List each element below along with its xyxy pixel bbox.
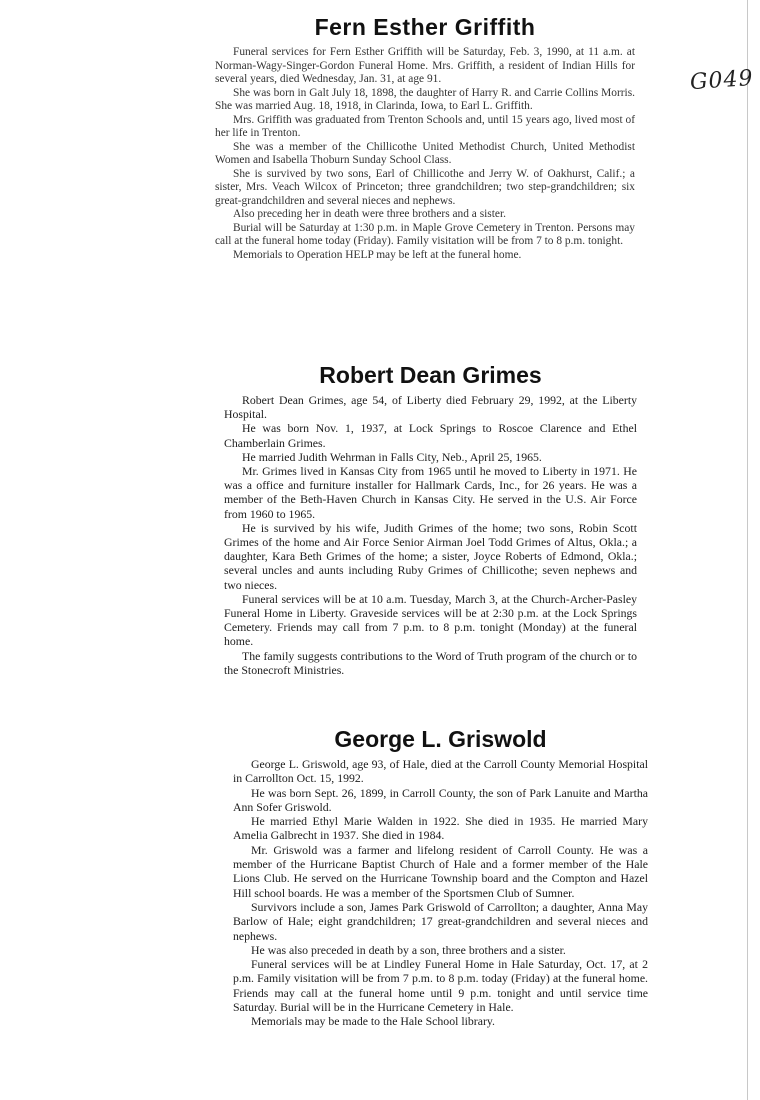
obituary-paragraph: Mr. Grimes lived in Kansas City from 1965 until he moved to Liberty in 1971. He was a office and furniture installer for Hallmark Cards, Inc., for 26 years. He was a member of the Beth-Haven Church in Kansas City. He served in the U.S. Air Force from 1960 to 1965.: [224, 464, 637, 521]
obituary-paragraph: He married Ethyl Marie Walden in 1922. She died in 1935. He married Mary Amelia Galbrecht in 1937. She died in 1984.: [233, 814, 648, 843]
obituary-paragraph: She is survived by two sons, Earl of Chillicothe and Jerry W. of Oakhurst, Calif.; a sister, Mrs. Veach Wilcox of Princeton; three grandchildren; two step-grandchildren; six great-grandchildren and several nieces and nephews.: [215, 167, 635, 207]
obituary-paragraph: George L. Griswold, age 93, of Hale, died at the Carroll County Memorial Hospital in Carrollton Oct. 15, 1992.: [233, 757, 648, 786]
obituary-paragraph: The family suggests contributions to the Word of Truth program of the church or to the Stonecroft Ministries.: [224, 648, 637, 677]
obituary-george-l-griswold: [233, 726, 648, 1029]
obituary-paragraph: He was born Sept. 26, 1899, in Carroll County, the son of Park Lanuite and Martha Ann Sofer Griswold.: [233, 785, 648, 814]
page-edge-line: [747, 0, 748, 1100]
obituary-paragraph: Mr. Griswold was a farmer and lifelong resident of Carroll County. He was a member of the Hurricane Baptist Church of Hale and a former member of the Hale Lions Club. He served on the Hurricane Township board and the Compton and Hazel Hill school boards. He was a member of the Sportsmen Club of Sumner.: [233, 842, 648, 900]
obituary-paragraph: She was born in Galt July 18, 1898, the daughter of Harry R. and Carrie Collins Morris. She was married Aug. 18, 1918, in Clarinda, Iowa, to Earl L. Griffith.: [215, 86, 635, 112]
obituary-paragraph: Survivors include a son, James Park Griswold of Carrollton; a daughter, Anna May Barlow of Hale; eight grandchildren; 17 great-grandchildren and several nieces and nephews.: [233, 899, 648, 943]
obituary-fern-esther-griffith: [215, 14, 635, 262]
obituary-paragraph: Mrs. Griffith was graduated from Trenton Schools and, until 15 years ago, lived most of her life in Trenton.: [215, 113, 635, 139]
obituary-paragraph: He married Judith Wehrman in Falls City, Neb., April 25, 1965.: [242, 449, 542, 464]
obituary-paragraph: He was born Nov. 1, 1937, at Lock Springs to Roscoe Clarence and Ethel Chamberlain Grimes.: [224, 421, 637, 450]
obituary-paragraph: Memorials may be made to the Hale School library.: [251, 1014, 495, 1029]
obituary-paragraph: Robert Dean Grimes, age 54, of Liberty died February 29, 1992, at the Liberty Hospital.: [224, 393, 637, 422]
obituary-paragraph: He is survived by his wife, Judith Grimes of the home; two sons, Robin Scott Grimes of the home and Air Force Senior Airman Joel Todd Grimes of Altus, Okla.; a daughter, Kara Beth Grimes of the home; a sister, Joyce Roberts of Edmond, Okla.; several uncles and aunts including Ruby Grimes of Chillicothe; seven nephews and two nieces.: [224, 520, 637, 592]
obituary-title: George L. Griswold: [334, 726, 547, 752]
handwritten-file-code: G049: [689, 65, 755, 96]
obituary-paragraph: Burial will be Saturday at 1:30 p.m. in Maple Grove Cemetery in Trenton. Persons may call at the funeral home today (Friday). Family visitation will be from 7 to 8 p.m. tonight.: [215, 221, 635, 247]
obituary-title: Fern Esther Griffith: [314, 14, 536, 40]
obituary-paragraph: Memorials to Operation HELP may be left at the funeral home.: [233, 248, 522, 261]
obituary-paragraph: Also preceding her in death were three brothers and a sister.: [233, 208, 506, 220]
obituary-paragraph: Funeral services will be at Lindley Funeral Home in Hale Saturday, Oct. 17, at 2 p.m. Family visitation will be from 7 p.m. to 8 p.m. today (Friday) at the funeral home. Friends may call at the funeral home until 9 p.m. tonight and until service time Saturday. Burial will be in the Hurricane Cemetery in Hale.: [233, 957, 648, 1015]
obituary-title: Robert Dean Grimes: [319, 362, 542, 388]
obituary-paragraph: She was a member of the Chillicothe United Methodist Church, United Methodist Women and Isabella Thoburn Sunday School Class.: [215, 140, 635, 166]
obituary-paragraph: Funeral services for Fern Esther Griffith will be Saturday, Feb. 3, 1990, at 11 a.m. at Norman-Wagy-Singer-Gordon Funeral Home. Mrs. Griffith, a resident of Indian Hills for several years, died Wednesday, Jan. 31, at age 91.: [215, 46, 635, 85]
obituary-paragraph: Funeral services will be at 10 a.m. Tuesday, March 3, at the Church-Archer-Pasley Funeral Home in Liberty. Graveside services will be at 2:30 p.m. at the Lock Springs Cemetery. Friends may call from 7 p.m. to 8 p.m. tonight (Monday) at the funeral home.: [224, 591, 637, 649]
obituary-robert-dean-grimes: [224, 362, 637, 677]
obituary-paragraph: He was also preceded in death by a son, three brothers and a sister.: [251, 942, 566, 957]
